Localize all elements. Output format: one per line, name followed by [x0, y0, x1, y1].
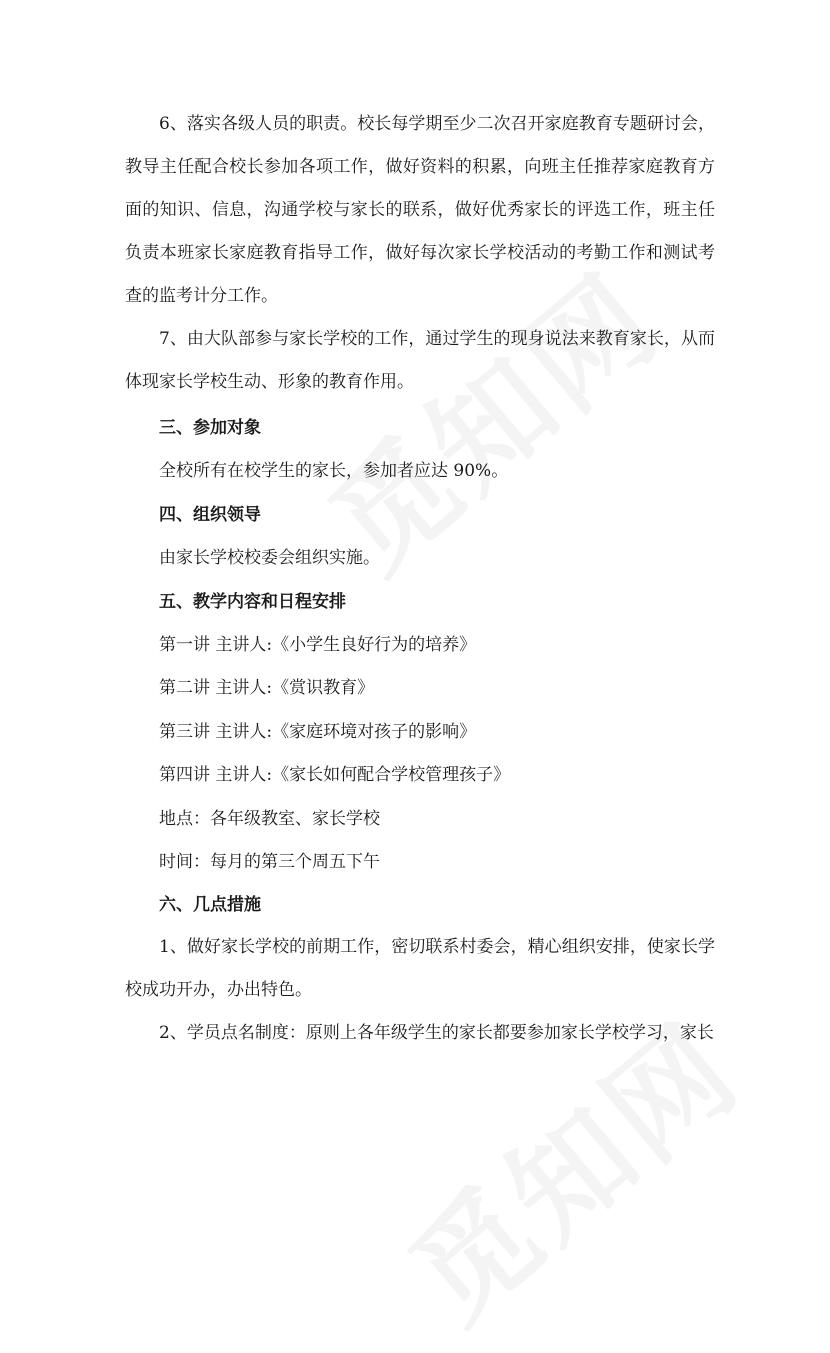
lecture-3: 第三讲 主讲人:《家庭环境对孩子的影响》 [159, 722, 477, 742]
section-heading-participants: 三、参加对象 [159, 418, 261, 438]
measure-item-1: 1、做好家长学校的前期工作，密切联系村委会，精心组织安排，使家长学校成功开办，办出特色。 [125, 937, 715, 1000]
section-heading-schedule: 五、教学内容和日程安排 [159, 592, 346, 612]
lecture-2: 第二讲 主讲人:《赏识教育》 [159, 678, 375, 698]
organization-text: 由家长学校校委会组织实施。 [159, 548, 380, 568]
participants-text: 全校所有在校学生的家长，参加者应达 90%。 [159, 461, 509, 481]
location-text: 地点：各年级教室、家长学校 [159, 809, 380, 829]
section-heading-measures: 六、几点措施 [159, 895, 261, 915]
lecture-4: 第四讲 主讲人:《家长如何配合学校管理孩子》 [159, 765, 511, 785]
lecture-1: 第一讲 主讲人:《小学生良好行为的培养》 [159, 635, 477, 655]
paragraph-item-7: 7、由大队部参与家长学校的工作，通过学生的现身说法来教育家长，从而体现家长学校生动、形象的教育作用。 [125, 329, 715, 392]
section-heading-organization: 四、组织领导 [159, 505, 261, 525]
time-text: 时间：每月的第三个周五下午 [159, 852, 380, 872]
measure-item-2: 2、学员点名制度：原则上各年级学生的家长都要参加家长学校学习，家长 [159, 1023, 714, 1043]
paragraph-item-6: 6、落实各级人员的职责。校长每学期至少二次召开家庭教育专题研讨会，教导主任配合校长参加各项工作，做好资料的积累，向班主任推荐家庭教育方面的知识、信息，沟通学校与家长的联系，做好优秀家长的评选工作，班主任负责本班家长家庭教育指导工作，做好每次家长学校活动的考勤工作和测试考查的监考计分工作。 [125, 114, 715, 306]
